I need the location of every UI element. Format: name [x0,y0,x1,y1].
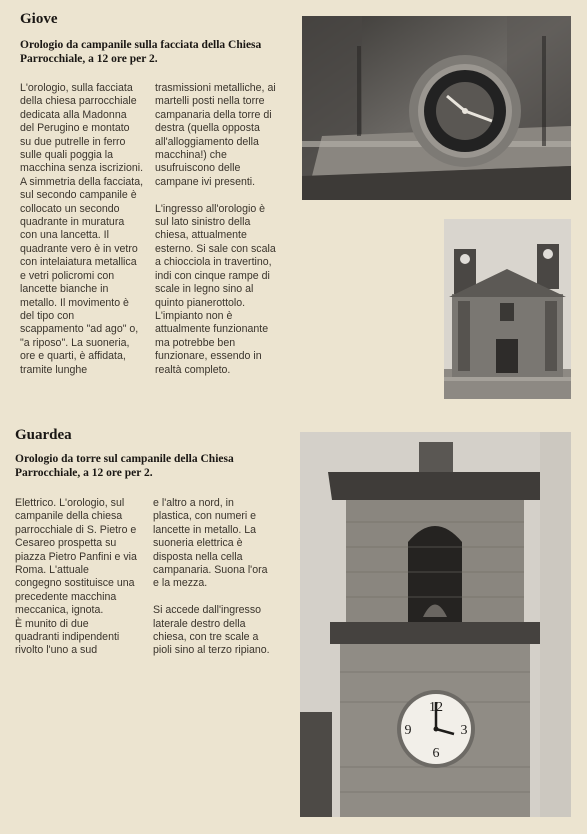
clock-numeral-6: 6 [432,746,440,761]
giove-text-column-2: trasmissioni metalliche, ai martelli posti nella torre campanaria della torre di destra (quella opposta all'alloggiamento della macchina!) che usufruiscono delle campane ivi presenti. L'ingresso all'orologio è sul lato sinistro della chiesa, attualmente esterno. Si sale con scala a chiocciola in travertino, indi con cinque rampe di scale in legno sino al quinto pianerottolo. L'impianto non è attualmente funzionante ma potrebbe ben funzionare, essendo in realtà completo. [155,82,276,376]
section-title-guardea: Guardea [15,427,72,443]
photo-guardea-bell-tower [300,432,571,817]
clock-numeral-9: 9 [404,723,412,738]
giove-text-column-1: L'orologio, sulla facciata della chiesa parrocchiale dedicata alla Madonna del Perugino e montato su due putrelle in ferro sulle quali poggia la macchina senza iscrizioni. A simmetria della facciata, sul secondo campanile è collocato un secondo quadrante in muratura con una lancetta. Il quadrante vero è in vetro con intelaiatura metallica e vetri policromi con lancette bianche in metallo. Il movimento è del tipo con scappamento "ad ago" o, "a riposo". La suoneria, ore e quarti, è affidata, tramite lunghe [20,82,144,376]
guardea-text-column-2: e l'altro a nord, in plastica, con numeri e lancette in metallo. La suoneria elettrica è disposta nella cella campanaria. Suona l'ora e la mezza. Si accede dall'ingresso laterale destro della chiesa, con tre scale a pioli sino al terzo ripiano. [153,497,270,657]
clock-numeral-12: 12 [429,700,443,715]
section-subtitle-guardea: Orologio da torre sul campanile della Chiesa Parrocchiale, a 12 ore per 2. [15,453,234,479]
guardea-text-column-1: Elettrico. L'orologio, sul campanile della chiesa parrocchiale di S. Pietro e Cesareo prospetta su piazza Pietro Panfini e via Roma. L'attuale congegno sostituisce una precedente macchina meccanica, ignota. È munito di due quadranti indipendenti rivolto l'uno a sud [15,497,137,657]
photo-giove-church [444,219,571,399]
section-title-giove: Giove [20,11,58,27]
section-subtitle-giove: Orologio da campanile sulla facciata della Chiesa Parrocchiale, a 12 ore per 2. [20,39,262,65]
clock-numeral-3: 3 [460,723,468,738]
photo-giove-facade-clock [302,16,571,200]
